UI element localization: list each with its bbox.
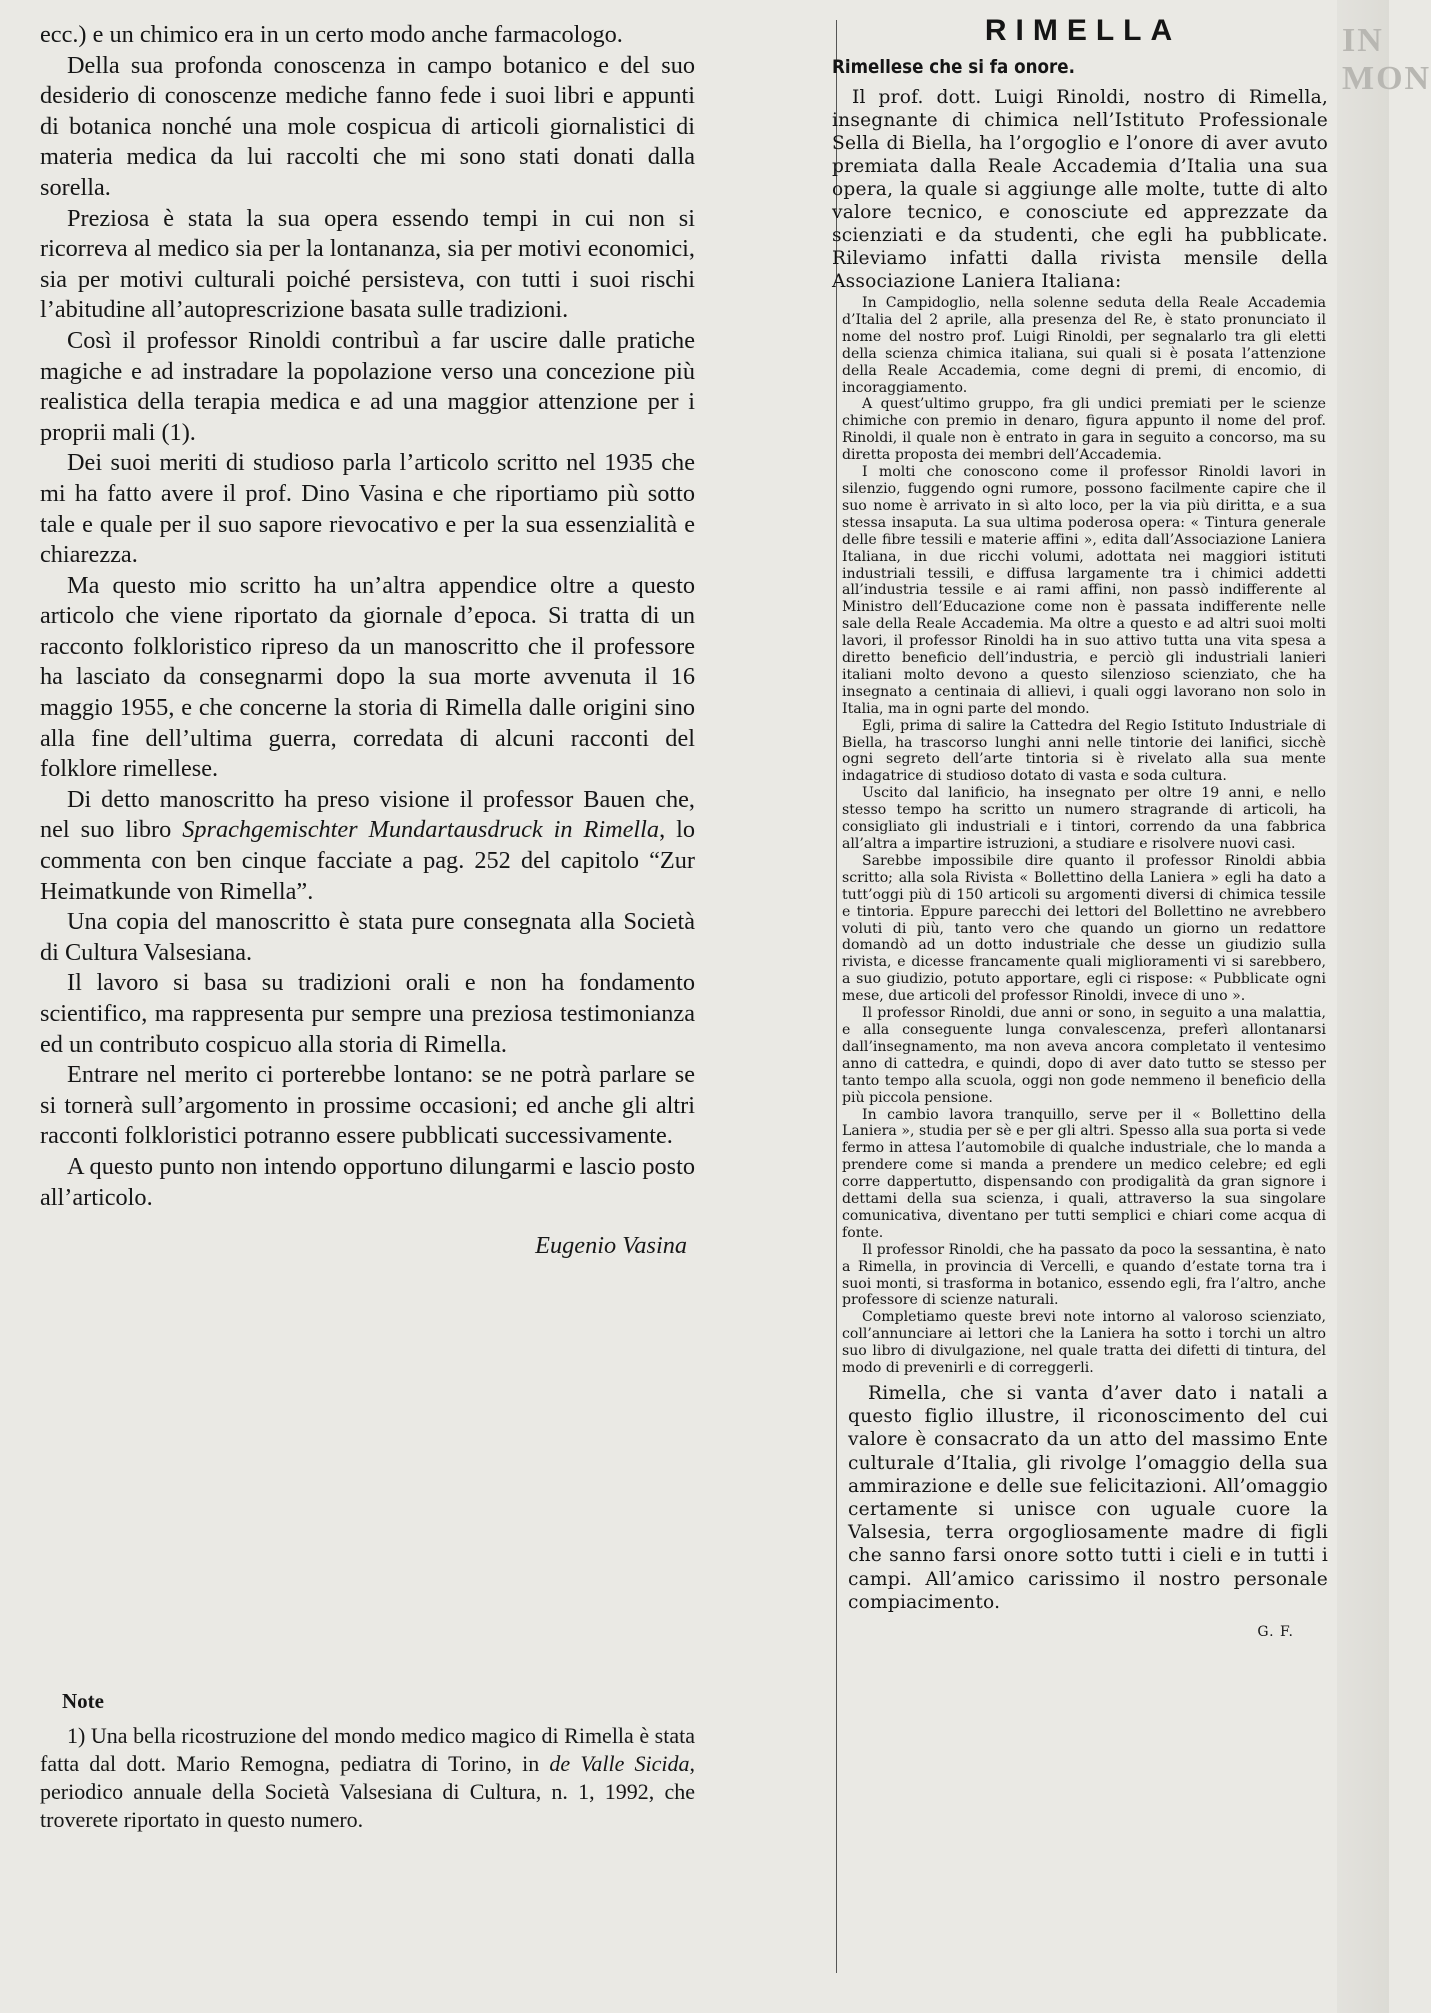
- quote-paragraph: Il professor Rinoldi, due anni or sono, in seguito a una malattia, e alla conseguente lunga convalescenza, preferì allontanarsi dall’insegnamento, ma non aveva ancora completato il ventesimo anno di cattedra, e quindi, dopo di aver dato tutto se stesso per tanto tempo alla scuola, oggi non gode nemmeno il beneficio della più piccola pensione.: [842, 1005, 1326, 1106]
- text-run: , lo commenta con ben cinque facciate a pag. 252 del capitolo “Zur Heimatkunde von Rimella”.: [40, 816, 695, 905]
- notes-heading: Note: [62, 1688, 104, 1713]
- quote-paragraph: Sarebbe impossibile dire quanto il professor Rinoldi abbia scritto; alla sola Rivista « Bollettino della Laniera » egli ha dato a tutt’oggi più di 150 articoli su argomenti diversi di chimica tessile e tintoria. Eppure parecchi dei lettori del Bollettino ne avrebbero voluti di più, tanto vero che quando un giorno un redattore domandò ad un dotto industriale che desse un giudizio sulla rivista, e dicesse francamente quali miglioramenti vi si sarebbero, a suo giudizio, potuto apportare, egli ci rispose: « Pubblicate ogni mese, due articoli del professor Rinoldi, invece di uno ».: [842, 852, 1326, 1005]
- paragraph: Dei suoi meriti di studioso parla l’articolo scritto nel 1935 che mi ha fatto avere il prof. Dino Vasina e che riportiamo più sotto tale e quale per il suo sapore rievocativo e per la sua essenzialità e chiarezza.: [40, 449, 695, 569]
- author-signature: Eugenio Vasina: [535, 1232, 687, 1260]
- quote-paragraph: In cambio lavora tranquillo, serve per il « Bollettino della Laniera », studia per sè e per gli altri. Spesso alla sua porta si vede fermo in attesa l’automobile di qualche industriale, che lo manda a prendere come si manda a prendere un medico celebre; ed egli corre dappertutto, dispensando con prodigalità da gran signore i dettami della sua scienza, i quali, attraverso la sua singolare comunicativa, diventano per tutti semplici e chiari come acqua di fonte.: [842, 1106, 1326, 1241]
- blank-space: [40, 1262, 695, 1686]
- paragraph: Il lavoro si basa su tradizioni orali e non ha fondamento scientifico, ma rappresenta pur sempre una preziosa testimonianza ed un contributo cospicuo alla storia di Rimella.: [40, 969, 695, 1058]
- paragraph: Entrare nel merito ci porterebbe lontano: se ne potrà parlare se si tornerà sull’argomento in prossime occasioni; ed anche gli altri racconti folkloristici potranno essere pubblicati successivamente.: [40, 1061, 695, 1150]
- quote-paragraph: Completiamo queste brevi note intorno al valoroso scienziato, coll’annunciare ai lettori che la Laniera ha sotto i torchi un altro suo libro di divulgazione, nel quale tratta dei difetti di tintura, del modo di prevenirli e di correggerli.: [842, 1309, 1326, 1377]
- quoted-article: [842, 295, 1328, 1377]
- text-run: , periodico annuale della Società Valsesiana di Cultura, n. 1, 1992, che troverete riportato in questo numero.: [40, 1751, 696, 1833]
- clipping-subtitle: Rimellese che si fa onore.: [832, 56, 1075, 78]
- clipping-closing: Rimella, che si vanta d’aver dato i natali a questo figlio illustre, il riconoscimento del cui valore è consacrato da un atto del massimo Ente culturale d’Italia, gli rivolge l’omaggio della sua ammirazione e delle sue felicitazioni. All’omaggio certamente si unisce con uguale cuore la Valsesia, terra orgogliosamente madre di figli che sanno farsi onore sotto tutti i cieli e in tutti i campi. All’amico carissimo il nostro personale compiacimento.: [848, 1383, 1328, 1613]
- quote-paragraph: Uscito dal lanificio, ha insegnato per oltre 19 anni, e nello stesso tempo ha scritto un numero stragrande di articoli, ha consigliato gli industriali e i tintori, correndo da una fabbrica all’altra a impartire istruzioni, a studiare e risolvere nuovi casi.: [842, 785, 1326, 852]
- footnote: [40, 1722, 695, 1834]
- clipping-title: RIMELLA: [984, 14, 1182, 47]
- paragraph: ecc.) e un chimico era in un certo modo anche farmacologo.: [40, 21, 623, 48]
- quote-paragraph: In Campidoglio, nella solenne seduta della Reale Accademia d’Italia del 2 aprile, alla presenza del Re, è stato pronunciato il nome del nostro prof. Luigi Rinoldi, per segnalarlo tra gli eletti della scienza chimica italiana, sui quali si è posata l’attenzione della Reale Accademia, come degni di premi, di encomio, di incoraggiamento.: [842, 295, 1326, 396]
- paragraph: Una copia del manoscritto è stata pure consegnata alla Società di Cultura Valsesiana.: [40, 908, 695, 966]
- left-column: [40, 20, 695, 1834]
- quote-paragraph: I molti che conoscono come il professor Rinoldi lavori in silenzio, fuggendo ogni rumore, possono facilmente capire che il suo nome è arrivato in sì alto loco, per la via più diritta, e a sua stessa insaputa. La sua ultima poderosa opera: « Tintura generale delle fibre tessili e materie affini », edita dall’Associazione Laniera Italiana, in due ricchi volumi, adottata nei maggiori istituti industriali tessili, e diffusa largamente tra i chimici addetti all’industria tessile e ai rami affini, non passò indifferente al Ministro dell’Educazione come non è passata indifferente nelle sale della Reale Accademia. Ma oltre a questo e ad altri suoi molti lavori, il professor Rinoldi ha in suo attivo tutta una vita spesa a diretto beneficio dell’industria, e perciò gli industriali lanieri italiani molto devono a questo silenzioso scienziato, che ha insegnato a centinaia di allievi, i quali oggi lavorano non solo in Italia, ma in ogni parte del mondo.: [842, 464, 1326, 717]
- clipping-initials: G. F.: [1257, 1624, 1294, 1641]
- periodical-title: de Valle Sicida: [549, 1751, 690, 1777]
- book-title: Sprachgemischter Mundartausdruck in Rimella: [182, 816, 660, 844]
- quote-paragraph: Il professor Rinoldi, che ha passato da poco la sessantina, è nato a Rimella, in provincia di Vercelli, e quando d’estate torna tra i suoi monti, si trasforma in botanico, essendo egli, fra l’altro, anche professore di scienze naturali.: [842, 1241, 1326, 1309]
- text-run: 1) Una bella ricostruzione del mondo medico magico di Rimella è stata fatta dal dott. Mario Remogna, pediatra di Torino, in: [40, 1723, 695, 1777]
- paragraph: Della sua profonda conoscenza in campo botanico e del suo desiderio di conoscenze mediche fanno fede i suoi libri e appunti di botanica nonché una mole cospicua di articoli giornalistici di materia medica da lui raccolti che mi sono stati donati dalla sorella.: [40, 51, 695, 201]
- quote-paragraph: Egli, prima di salire la Cattedra del Regio Istituto Industriale di Biella, ha trascorso lunghi anni nelle tintorie dei lanifici, sicchè ogni segreto dell’arte tintoria si è rivelato alla sua mente indagatrice di studioso dotato di vasta e soda cultura.: [842, 717, 1326, 785]
- paragraph: Così il professor Rinoldi contribuì a far uscire dalle pratiche magiche e ad instradare la popolazione verso una concezione più realistica della terapia medica e ad una maggior attenzione per i proprii mali (1).: [40, 326, 695, 446]
- right-column-clipping: [828, 14, 1328, 1640]
- paragraph: Preziosa è stata la sua opera essendo tempi in cui non si ricorreva al medico sia per la lontananza, sia per motivi economici, sia per motivi culturali poiché persisteva, con tutti i suoi rischi l’abitudine all’autoprescrizione basata sulle tradizioni.: [40, 204, 695, 324]
- paragraph: Ma questo mio scritto ha un’altra appendice oltre a questo articolo che viene riportato da giornale d’epoca. Si tratta di un racconto folkloristico ripreso da un manoscritto che il professore ha lasciato da consegnarmi dopo la sua morte avvenuta il 16 maggio 1955, e che concerne la storia di Rimella dalle origini sino alla fine dell’ultima guerra, corredata di alcuni racconti del folklore rimellese.: [40, 571, 695, 783]
- text-run: Di detto manoscritto ha preso visione il professor Bauen che, nel suo libro: [40, 785, 695, 844]
- paragraph: [40, 785, 695, 907]
- adjacent-page-text: IN MON: [1342, 22, 1431, 97]
- paragraph: A questo punto non intendo opportuno dilungarmi e lascio posto all’articolo.: [40, 1152, 695, 1211]
- adjacent-page-edge: [1337, 0, 1389, 2013]
- quote-paragraph: A quest’ultimo gruppo, fra gli undici premiati per le scienze chimiche con premio in denaro, figura appunto il nome del prof. Rinoldi, il quale non è entrato in gara in seguito a concorso, ma su diretta proposta dei membri dell’Accademia.: [842, 396, 1326, 464]
- clipping-intro: Il prof. dott. Luigi Rinoldi, nostro di Rimella, insegnante di chimica nell’Istituto Professionale Sella di Biella, ha l’orgoglio e l’onore di aver avuto premiata dalla Reale Accademia d’Italia una sua opera, la quale si aggiunge alle molte, tutte di alto valore tecnico, e conosciute ed apprezzate da scienziati e da studenti, che egli ha pubblicate. Rileviamo infatti dalla rivista mensile della Associazione Laniera Italiana:: [832, 87, 1328, 292]
